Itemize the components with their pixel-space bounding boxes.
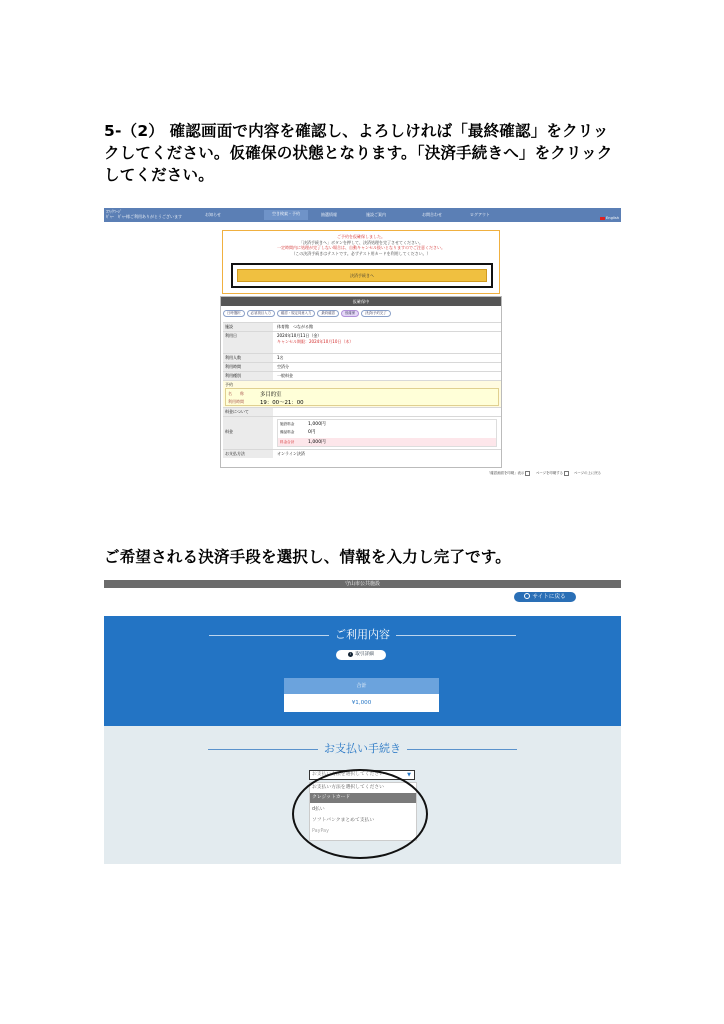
time-label: 利用時間 [228,399,244,404]
table-row [223,331,501,353]
back-to-top-label: ページの上に戻る [574,471,602,475]
back-to-site-button[interactable] [514,592,576,602]
instruction-heading-2: ご希望される決済手段を選択し、情報を入力し完了です。 [104,548,511,566]
total-header: 合計 [284,678,439,694]
highlight-box [231,263,493,288]
print-page-link[interactable] [536,470,570,476]
notice-line-4: （この決済手続きはテストです。必ずテスト用カードを利用してください。） [291,250,431,256]
print-confirm-link[interactable] [487,470,531,476]
option-credit-card[interactable]: クレジットカード [310,793,416,803]
total-fee-label: 料金合計 [280,440,295,444]
date-value: 2024年10月11日（金） [277,333,322,338]
slot-label: 利用時間 [223,363,273,371]
total-value: ¥1,000 [284,694,439,712]
step-agree: 確認・規定同意入力 [277,310,316,317]
page-footer-tools [104,470,621,476]
nav-logout[interactable]: ログアウト [470,212,490,217]
table-row [223,362,501,371]
payment-method-value: オンライン決済 [277,451,305,456]
site-brand [106,209,182,219]
usage-title [104,626,621,642]
step-hold: 仮確保 [341,310,359,317]
payment-title-text: お支払い手続き [324,742,401,755]
equipment-fee-label: 備品料金 [280,430,295,434]
cancel-deadline: キャンセル期限：2024年10月10日（木） [277,339,354,344]
instruction-heading-1: 5-（2） 確認画面で内容を確認し、よろしければ「最終確認」をクリックしてください。仮確保の状態となります。「決済手続きへ」をクリックしてください。 [104,122,613,184]
table-row [223,371,501,380]
step-date: 日時選択 [223,310,245,317]
highlight-circle [292,769,428,859]
count-value: 1名 [277,355,284,360]
fee-about-label: 料金について [223,408,273,416]
progress-steps [223,310,393,318]
option-d-barai[interactable]: d払い [312,807,325,812]
flag-icon [600,217,605,220]
confirmation-screenshot [104,208,621,476]
step-final: 最終確認 [317,310,339,317]
usage-title-text: ご利用内容 [335,628,390,641]
payment-title [104,740,621,756]
welcome-text: ｷﾞｬｰ ｷﾞｬｰ様ご利用ありがとうございます [106,214,182,219]
category-value: 一般料金 [277,373,293,378]
table-row [223,407,501,416]
facility-fee-label: 施設料金 [280,422,295,426]
return-icon [524,593,530,599]
back-to-site-label: サイトに戻る [532,594,566,600]
nav-contact[interactable]: お問合わせ [422,212,442,217]
category-label: 利用種別 [223,372,273,380]
facility-detail-table [225,388,499,406]
room-name-label: 名 称 [228,391,244,396]
facility-value: 体育館 つながる館 [277,324,313,329]
chevron-down-icon: ▼ [407,772,411,778]
payment-screenshot [104,580,621,864]
facility-fee-value: 1,000円 [308,422,326,427]
total-fee-value: 1,000円 [308,440,326,445]
date-values [277,333,353,345]
table-row [223,322,501,331]
print-confirm-label: 「確認画面を印刷」表示 [487,471,525,475]
fee-breakdown [277,419,497,447]
count-label: 利用人数 [223,354,273,362]
date-label: 利用日 [223,332,273,353]
brand-name: ｽﾌｧｸﾏｰｼﾞ [106,209,122,214]
payment-section [104,726,621,864]
transaction-detail-label: 取引詳細 [355,652,374,657]
nav-news[interactable]: お知らせ [205,212,221,217]
notice-line-2: 「決済手続きへ」ボタンを押して、決済処理を完了させてください。 [299,239,423,245]
proceed-payment-button[interactable]: 決済手続きへ [237,269,487,282]
top-nav-bar [104,208,621,222]
document-icon [525,471,530,476]
option-softbank[interactable]: ソフトバンクまとめて支払い [312,818,375,823]
panel-title: 仮確保中 [221,297,501,306]
equipment-fee-value: 0円 [308,430,316,435]
nav-search-reserve[interactable]: 空き検索・予約 [264,210,308,220]
nav-facility-guide[interactable]: 施設ご案内 [366,212,386,217]
back-to-top-link[interactable] [574,470,601,475]
language-switch[interactable] [600,216,619,220]
reservation-notice [222,230,500,294]
table-row [223,353,501,362]
reservation-panel [220,296,502,468]
usage-summary-section [104,616,621,726]
step-required: 必須項目入力 [247,310,275,317]
fee-label: 料金 [223,417,273,449]
nav-lottery[interactable]: 抽選情報 [321,212,337,217]
transaction-detail-button[interactable] [336,650,386,660]
reservation-label: 予約 [225,382,233,387]
table-row [223,416,501,449]
site-title-bar: 守山市公共施設 [104,580,621,588]
notice-line-3: 一定時間内に処理が完了しない場合は、自動キャンセル扱いとなりますのでご注意ください。 [277,245,445,251]
print-page-label: ページを印刷する [536,471,564,475]
table-row [223,449,501,458]
printer-icon [564,471,569,476]
payment-method-label: お支払方法 [223,450,273,458]
info-icon: i [350,652,352,656]
time-value: 19：00～21：00 [260,400,304,406]
notice-line-1: ご予約を仮確保しました。 [337,234,385,239]
option-paypay[interactable]: PayPay [312,829,329,834]
step-complete: 決済/予約完了 [361,310,391,317]
language-label: English [606,216,619,220]
room-name-value: 多目的室 [260,392,282,398]
facility-detail-block [223,380,501,407]
slot-value: 空済分 [277,364,289,369]
option-placeholder[interactable]: お支払い方法を選択してください [312,785,384,790]
facility-label: 施設 [223,323,273,331]
select-placeholder: お支払い方法を選択してください [312,772,384,777]
